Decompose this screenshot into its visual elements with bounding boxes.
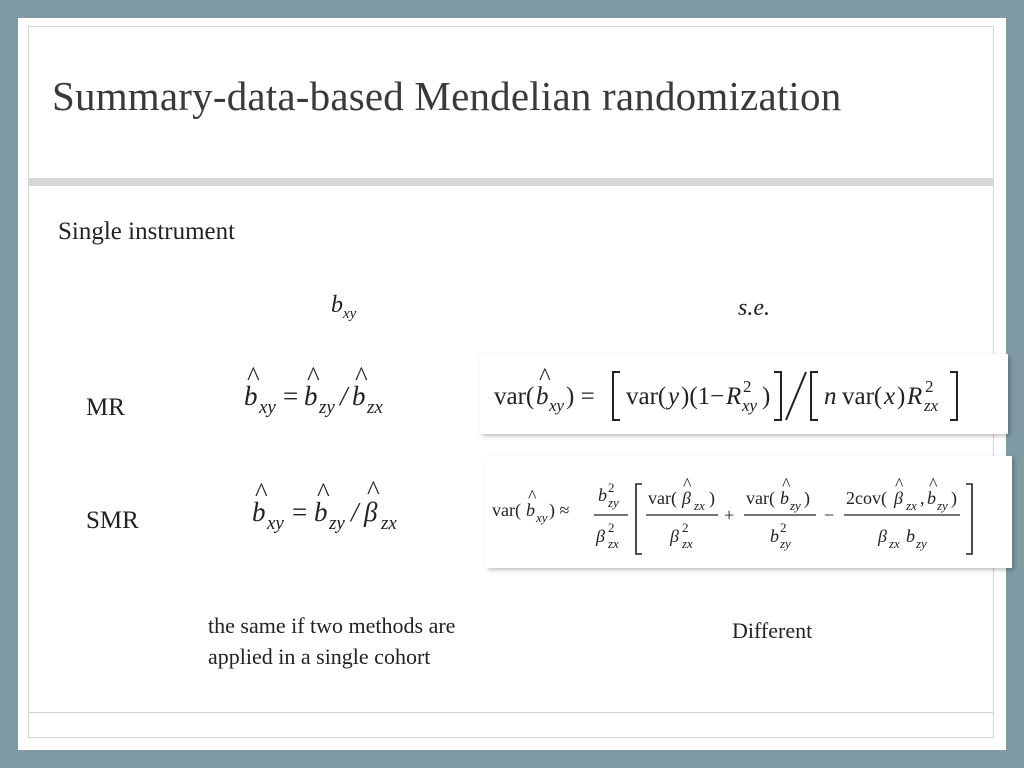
svg-text:β: β (878, 526, 887, 546)
svg-text:b: b (314, 497, 328, 527)
svg-text:var(: var( (842, 383, 883, 410)
svg-text:): ) (897, 383, 906, 410)
svg-text:n: n (824, 383, 837, 410)
svg-text:,: , (920, 488, 925, 508)
svg-text:zx: zx (694, 498, 705, 513)
row-label-mr: MR (86, 394, 125, 421)
svg-text:zx: zx (381, 513, 397, 534)
svg-text:^: ^ (367, 478, 380, 505)
smr-se-formula (486, 456, 1012, 568)
footer-divider (28, 712, 994, 713)
svg-text:=: = (283, 381, 299, 411)
svg-text:zy: zy (780, 536, 791, 551)
svg-text:^: ^ (683, 474, 692, 494)
estimate-heading-subscript: xy (343, 305, 357, 322)
slide (18, 18, 1006, 750)
smr-estimate-formula (250, 478, 460, 540)
svg-text:b: b (244, 381, 258, 411)
svg-text:y: y (668, 383, 680, 410)
row-label-smr: SMR (86, 507, 139, 534)
svg-text:var(: var( (494, 383, 535, 410)
svg-text:/: / (351, 497, 359, 527)
svg-text:^: ^ (539, 364, 551, 391)
svg-text:xy: xy (259, 397, 276, 418)
svg-text:+: + (724, 505, 735, 525)
svg-text:var(: var( (492, 500, 521, 520)
svg-text:xy: xy (742, 396, 758, 415)
title-divider (28, 178, 994, 186)
svg-text:β: β (894, 488, 903, 508)
mr-se-formula-box (480, 354, 1008, 434)
svg-text:zy: zy (329, 513, 345, 534)
svg-text:−: − (824, 505, 835, 525)
svg-text:) =: ) = (566, 383, 595, 410)
svg-text:2: 2 (925, 377, 934, 396)
estimate-note-line-1: the same if two methods are (208, 613, 456, 638)
svg-text:β: β (670, 526, 679, 546)
svg-text:var(: var( (746, 488, 775, 508)
svg-text:R: R (907, 383, 923, 410)
estimate-note (208, 610, 455, 672)
svg-text:zx: zx (608, 536, 619, 551)
svg-text:b: b (927, 488, 936, 508)
smr-se-formula-box (486, 456, 1012, 568)
svg-text:b: b (526, 500, 535, 520)
svg-text:β: β (364, 497, 378, 527)
svg-text:^: ^ (782, 474, 791, 494)
svg-text:x: x (884, 383, 896, 410)
svg-text:b: b (906, 526, 915, 546)
mr-se-formula (480, 354, 1008, 434)
slide-title: Summary-data-based Mendelian randomization (52, 73, 842, 119)
svg-text:R: R (726, 383, 742, 410)
svg-text:b: b (598, 485, 607, 505)
svg-text:var(: var( (626, 383, 667, 410)
svg-text:^: ^ (355, 363, 368, 391)
svg-text:zy: zy (937, 498, 948, 513)
svg-text:): ) (762, 383, 771, 410)
svg-text:): ) (709, 488, 715, 508)
svg-text:/: / (340, 381, 348, 411)
svg-text:)(1−: )(1− (681, 383, 725, 410)
svg-text:=: = (292, 497, 308, 527)
svg-text:var(: var( (648, 488, 677, 508)
svg-text:) ≈: ) ≈ (549, 500, 570, 520)
svg-text:^: ^ (307, 363, 320, 391)
svg-text:2: 2 (608, 480, 615, 495)
section-subtitle: Single instrument (58, 218, 236, 245)
estimate-note-line-2: applied in a single cohort (208, 644, 431, 669)
svg-text:b: b (252, 497, 266, 527)
mr-estimate-formula (242, 363, 442, 423)
svg-text:β: β (596, 526, 605, 546)
svg-text:2: 2 (743, 377, 752, 396)
svg-text:^: ^ (895, 474, 904, 494)
svg-text:2cov(: 2cov( (846, 488, 887, 508)
svg-text:xy: xy (267, 513, 284, 534)
svg-text:zy: zy (916, 536, 927, 551)
svg-text:2: 2 (682, 520, 689, 535)
svg-text:zx: zx (924, 396, 939, 415)
svg-text:^: ^ (317, 478, 330, 507)
svg-text:xy: xy (549, 396, 565, 415)
svg-text:zy: zy (790, 498, 801, 513)
svg-text:b: b (536, 383, 549, 410)
svg-text:): ) (951, 488, 957, 508)
svg-text:zy: zy (319, 397, 335, 418)
se-note: Different (732, 618, 813, 643)
svg-text:): ) (804, 488, 810, 508)
svg-text:zx: zx (889, 536, 900, 551)
svg-text:b: b (304, 381, 318, 411)
estimate-heading-base: b (331, 292, 343, 318)
svg-text:^: ^ (929, 474, 938, 494)
estimate-column-heading (331, 292, 356, 323)
svg-text:^: ^ (528, 486, 537, 506)
svg-text:2: 2 (608, 520, 615, 535)
se-column-heading: s.e. (738, 295, 770, 321)
svg-text:β: β (682, 488, 691, 508)
svg-text:zy: zy (608, 495, 619, 510)
svg-text:b: b (780, 488, 789, 508)
svg-text:b: b (770, 526, 779, 546)
svg-text:^: ^ (247, 363, 260, 391)
svg-text:zx: zx (682, 536, 693, 551)
svg-text:zx: zx (906, 498, 917, 513)
svg-text:^: ^ (255, 478, 268, 507)
svg-text:b: b (352, 381, 366, 411)
svg-text:2: 2 (780, 520, 787, 535)
svg-text:xy: xy (536, 510, 548, 525)
svg-text:zx: zx (367, 397, 383, 418)
